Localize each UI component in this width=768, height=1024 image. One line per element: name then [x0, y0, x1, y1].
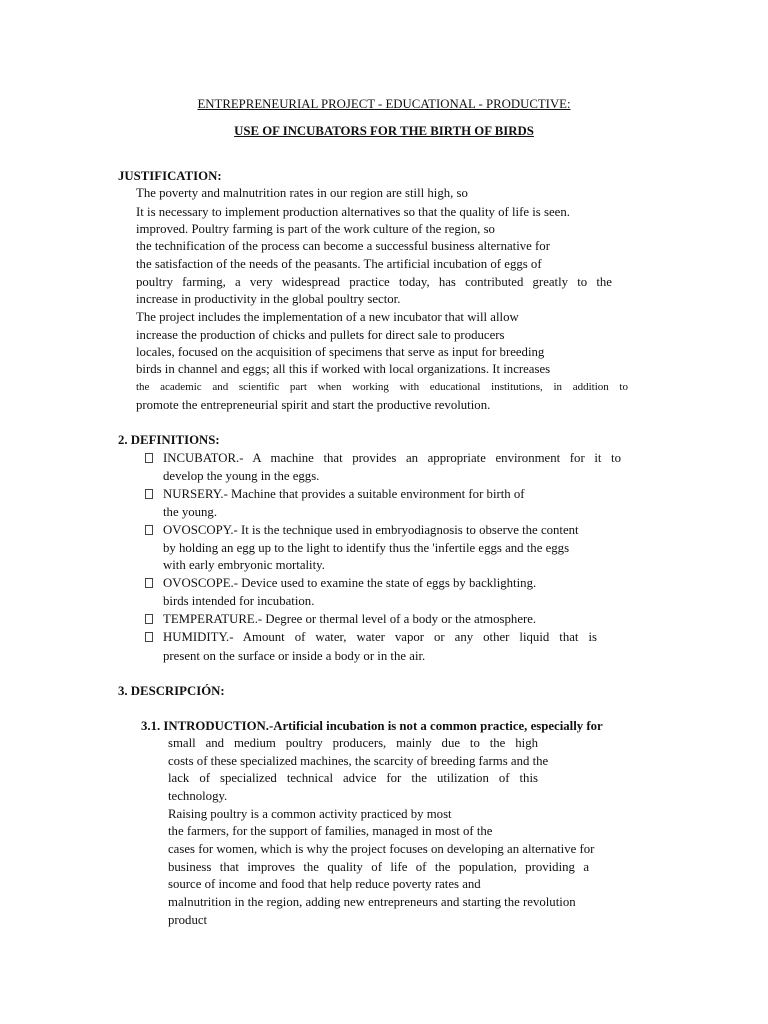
definition-item-humidity: HUMIDITY.- Amount of water, water vapor or any other liquid that is — [163, 630, 597, 644]
definition-item-ovoscopy: with early embryonic mortality. — [163, 558, 325, 572]
justification-line: improved. Poultry farming is part of the work culture of the region, so — [136, 222, 495, 236]
bullet-icon — [145, 489, 153, 499]
bullet-icon — [145, 525, 153, 535]
justification-line: poultry farming, a very widespread practice today, has contributed greatly to the — [136, 275, 612, 289]
definition-item-nursery: the young. — [163, 505, 218, 519]
definition-item-ovoscopy: OVOSCOPY.- It is the technique used in embryodiagnosis to observe the content — [163, 523, 579, 537]
introduction-line: product — [168, 913, 208, 927]
justification-line: locales, focused on the acquisition of specimens that serve as input for breeding — [136, 345, 545, 359]
introduction-line: lack of specialized technical advice for the utilization of this — [168, 771, 538, 785]
bullet-icon — [145, 614, 153, 624]
introduction-line: business that improves the quality of life of the population, providing a — [168, 860, 589, 874]
definition-item-ovoscope: OVOSCOPE.- Device used to examine the state of eggs by backlighting. — [163, 576, 537, 590]
justification-line: the satisfaction of the needs of the peasants. The artificial incubation of eggs of — [136, 257, 542, 271]
justification-line: increase in productivity in the global poultry sector. — [136, 292, 401, 306]
introduction-line: costs of these specialized machines, the scarcity of breeding farms and the — [168, 754, 549, 768]
introduction-line: Raising poultry is a common activity practiced by most — [168, 807, 452, 821]
justification-heading: JUSTIFICATION: — [118, 169, 222, 183]
justification-line: The poverty and malnutrition rates in our region are still high, so — [136, 186, 468, 200]
introduction-line: cases for women, which is why the project focuses on developing an alternative for — [168, 842, 595, 856]
definition-item-temperature: TEMPERATURE.- Degree or thermal level of a body or the atmosphere. — [163, 612, 537, 626]
justification-line: promote the entrepreneurial spirit and start the productive revolution. — [136, 398, 491, 412]
definition-item-ovoscope: birds intended for incubation. — [163, 594, 315, 608]
justification-line: birds in channel and eggs; all this if worked with local organizations. It increases — [136, 362, 551, 376]
description-heading: 3. DESCRIPCIÓN: — [118, 684, 225, 698]
bullet-icon — [145, 632, 153, 642]
introduction-line: malnutrition in the region, adding new entrepreneurs and starting the revolution — [168, 895, 576, 909]
justification-line: the academic and scientific part when working with educational institutions, in addition to — [136, 381, 628, 393]
justification-line: increase the production of chicks and pullets for direct sale to producers — [136, 328, 505, 342]
introduction-line: source of income and food that help reduce poverty rates and — [168, 877, 481, 891]
introduction-heading: 3.1. INTRODUCTION.-Artificial incubation is not a common practice, especially for — [141, 719, 603, 733]
definition-item-nursery: NURSERY.- Machine that provides a suitable environment for birth of — [163, 487, 525, 501]
bullet-icon — [145, 578, 153, 588]
justification-line: It is necessary to implement production alternatives so that the quality of life is seen. — [136, 205, 570, 219]
introduction-line: the farmers, for the support of families, managed in most of the — [168, 824, 493, 838]
definitions-heading: 2. DEFINITIONS: — [118, 433, 220, 447]
document-title: ENTREPRENEURIAL PROJECT - EDUCATIONAL - PRODUCTIVE: — [197, 97, 571, 111]
definition-item-ovoscopy: by holding an egg up to the light to identify thus the 'infertile eggs and the eggs — [163, 541, 570, 555]
bullet-icon — [145, 453, 153, 463]
definition-item-incubator: INCUBATOR.- A machine that provides an appropriate environment for it to — [163, 451, 621, 465]
document-subtitle: USE OF INCUBATORS FOR THE BIRTH OF BIRDS — [234, 124, 534, 138]
justification-line: The project includes the implementation of a new incubator that will allow — [136, 310, 519, 324]
definition-item-incubator: develop the young in the eggs. — [163, 469, 320, 483]
introduction-line: technology. — [168, 789, 228, 803]
definition-item-humidity: present on the surface or inside a body or in the air. — [163, 649, 426, 663]
introduction-line: small and medium poultry producers, mainly due to the high — [168, 736, 538, 750]
justification-line: the technification of the process can become a successful business alternative for — [136, 239, 550, 253]
